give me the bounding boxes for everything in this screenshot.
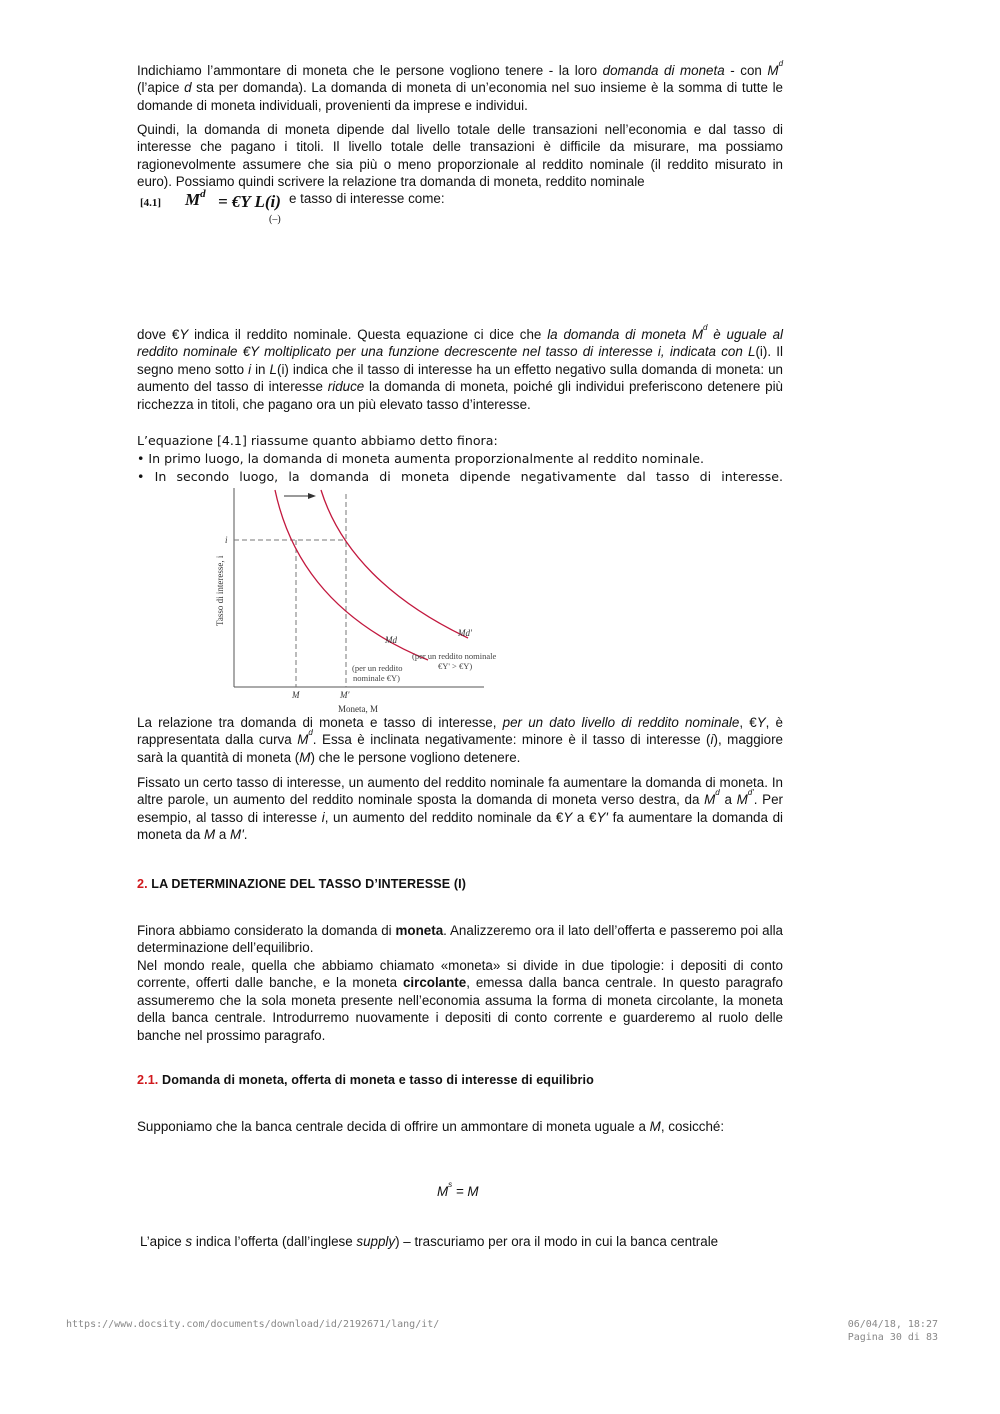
list-item-2: • In secondo luogo, la domanda di moneta dipende negativamente dal tasso di interesse. [137, 469, 783, 484]
equation-rhs: = €Y L(i) [218, 192, 281, 211]
i-tick-label: i [225, 535, 228, 545]
md-curve-label: Md [385, 635, 397, 645]
y-axis-label: Tasso di interesse, i [215, 555, 225, 626]
md-prime-curve-label: Md' [458, 628, 472, 638]
footer-datetime: 06/04/18, 18:27 [847, 1319, 938, 1330]
paragraph-money-demand-intro: Indichiamo l’ammontare di moneta che le persone vogliono tenere - la loro domanda di moneta - con $M^d$ (l’apice d sta per domanda). La domanda di moneta di un’economia nel suo insieme è la somma di tutte le domande di moneta individuali, provenienti da imprese e individui. [137, 59, 784, 113]
x-axis-label: Moneta, M [338, 704, 378, 714]
equation-sign-note: (–) [269, 214, 281, 225]
equation-lhs: $M^d$ [185, 188, 206, 209]
footer-meta [848, 1318, 938, 1344]
section-heading-2-1: 2.1. Domanda di moneta, offerta di moneta e tasso di interesse di equilibrio [137, 1073, 594, 1087]
shift-arrow-head [308, 493, 316, 499]
paragraph-shift: Fissato un certo tasso di interesse, un aumento del reddito nominale fa aumentare la domanda di moneta. In altre parole, un aumento del reddito nominale sposta la domanda di moneta verso destra, da $M^d$ a $M^{d'}$. Per esempio, al tasso di interesse i, un aumento del reddito nominale da €Y a €Y' fa aumentare la domanda di moneta da M a M'. [137, 775, 784, 843]
paragraph-transactions: Quindi, la domanda di moneta dipende dal livello totale delle transazioni nell’economia e dal tasso di interesse che pagano i titoli. Il livello totale delle transazioni è difficile da misurare, ma possiamo ragionevolmente assumere che sia più o meno proporzionale al reddito nominale (il reddito misurato in euro). Possiamo quindi scrivere la relazione tra domanda di moneta, reddito nominale [137, 122, 783, 190]
md-curve [275, 490, 428, 660]
paragraph-supply-intro: Finora abbiamo considerato la domanda di moneta. Analizzeremo ora il lato dell’offerta e passeremo poi alla determinazione dell’equilibrio. [137, 923, 783, 956]
Mprime-tick-label: M' [340, 690, 350, 700]
list-intro: L’equazione [4.1] riassume quanto abbiamo detto finora: [137, 433, 498, 448]
paragraph-central-bank: Supponiamo che la banca centrale decida di offrire un ammontare di moneta uguale a M, cosicché: [137, 1119, 725, 1134]
equation-4-1 [140, 190, 480, 230]
md-prime-note-2: €Y' > €Y) [438, 661, 473, 671]
md-prime-note-1: (per un reddito nominale [412, 651, 497, 661]
paragraph-supply-note: L’apice s indica l’offerta (dall’inglese supply) – trascuriamo per ora il modo in cui la banca centrale [140, 1234, 719, 1249]
M-tick-label: M [292, 690, 300, 700]
equation-number: [4.1] [140, 197, 162, 209]
md-prime-curve [321, 490, 468, 638]
section-heading-2: 2. LA DETERMINAZIONE DEL TASSO D’INTERESSE (I) [137, 877, 467, 891]
equation-tail-text: e tasso di interesse come: [289, 191, 445, 206]
footer-url: https://www.docsity.com/documents/download/id/2192671/lang/it/ [66, 1319, 440, 1330]
md-note-2: nominale €Y) [353, 673, 400, 683]
md-note-1: (per un reddito [352, 663, 403, 673]
list-item-1: • In primo luogo, la domanda di moneta aumenta proporzionalmente al reddito nominale. [137, 451, 705, 466]
paragraph-md-curve: La relazione tra domanda di moneta e tasso di interesse, per un dato livello di reddito nominale, €Y, è rappresentata dalla curva $M^d$. Essa è inclinata negativamente: minore è il tasso di interesse (i), maggiore sarà la quantità di moneta (M) che le persone vogliono detenere. [137, 715, 784, 765]
money-demand-figure [200, 486, 520, 718]
footer-page-number: Pagina 30 di 83 [847, 1332, 938, 1343]
equation-money-supply: $M^s = M$ [437, 1180, 479, 1199]
paragraph-equation-explanation: dove €Y indica il reddito nominale. Questa equazione ci dice che la domanda di moneta $M^d$ è uguale al reddito nominale €Y moltiplicato per una funzione decrescente nel tasso di interesse i, indicata con L(i). Il segno meno sotto i in L(i) indica che il tasso di interesse ha un effetto negativo sulla domanda di moneta: un aumento del tasso di interesse riduce la domanda di moneta, poiché gli individui preferiscono detenere più ricchezza in titoli, che pagano ora un più elevato tasso d’interesse. [137, 323, 784, 412]
paragraph-money-types: Nel mondo reale, quella che abbiamo chiamato «moneta» si divide in due tipologie: i depositi di conto corrente, offerti dalle banche, e la moneta circolante, emessa dalla banca centrale. In questo paragrafo assumeremo che la sola moneta presente nell’economia assuma la forma di moneta circolante, la moneta della banca centrale. Introdurremo nuovamente i depositi di conto corrente e guarderemo al ruolo delle banche nel prossimo paragrafo. [137, 958, 783, 1043]
